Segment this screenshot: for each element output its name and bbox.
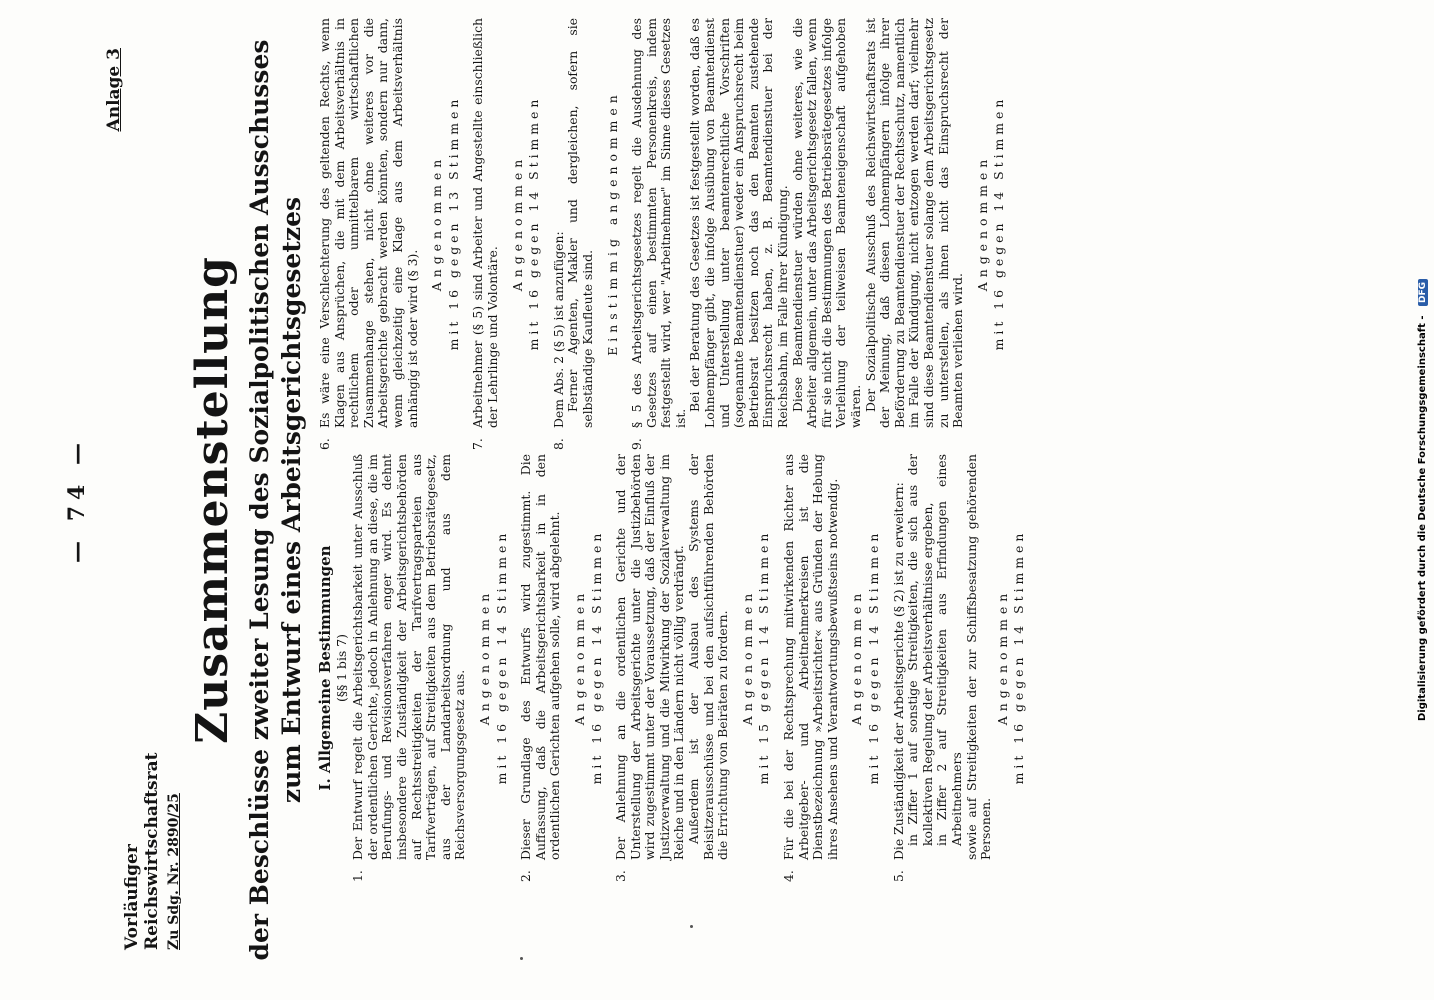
document-subtitle-1: der Beschlüsse zweiter Lesung des Sozialpolitischen Ausschusses <box>245 39 274 961</box>
resolution-item <box>892 454 1027 882</box>
item-text: Dem Abs. 2 (§ 5) ist anzufügen: <box>550 231 566 428</box>
item-text: Diese Beamtendienstuer würden ohne weiteres, wie die Arbeiter allgemein, unter das Arbeitsgerichtsgesetz fallen, wenn für sie nicht die Bestimmungen des Betriebsrätegesetzes infolge Verleihung der teilweisen Beamteneigenschaft aufgehoben wären. <box>789 18 863 428</box>
item-text: Ferner Agenten, Makler und dergleichen, sofern sie selbständige Kaufleute sind. <box>565 18 595 428</box>
item-number: 9. <box>629 438 645 450</box>
resolution-item <box>471 18 541 450</box>
item-number: 1. <box>350 870 366 882</box>
item-text: Der Anlehnung an die ordentlichen Gerichte und der Unterstellung der Arbeitsgerichte unter die Justizbehörden wird zugestimmt unter der Voraussetzung, daß der Einfluß der Justizverwaltung und die Mitwirkung der Sozialverwaltung im Reiche und in den Ländern nicht völlig verdrängt. <box>613 454 687 860</box>
item-subclause: sowie auf Streitigkeiten der zur Schiffsbesatzung gehörenden Personen. <box>963 454 994 860</box>
resolution-item <box>630 18 1007 450</box>
resolution-item <box>614 454 772 882</box>
item-number: 2. <box>518 870 534 882</box>
item-subclause: in Ziffer 2 auf Streitigkeiten aus Erfindungen eines Arbeitnehmers <box>934 454 964 846</box>
vote-result: Angenommen <box>429 154 445 292</box>
resolution-item <box>318 18 461 450</box>
item-number: 8. <box>550 438 566 450</box>
resolution-item <box>552 18 620 450</box>
resolution-item <box>519 454 604 882</box>
vote-count: mit 15 gegen 14 Stimmen <box>756 529 772 785</box>
vote-result: Einstimmig angenommen <box>604 90 620 356</box>
scan-speck <box>690 925 693 928</box>
item-text: § 5 des Arbeitsgerichtsgesetzes regelt die Ausdehnung des Gesetzes auf einen bestimmten Personenkreis, indem festgestellt wird, wer "Arbeitnehmer" im Sinne dieses Gesetzes ist. <box>629 18 688 428</box>
vote-result: Angenommen <box>476 588 492 726</box>
item-number: 3. <box>613 870 629 882</box>
right-column <box>318 18 1017 450</box>
vote-count: mit 16 gegen 14 Stimmen <box>493 529 509 785</box>
vote-result: Angenommen <box>974 154 990 292</box>
item-text: Die Zuständigkeit der Arbeitsgerichte (§ 2) ist zu erweitern: <box>890 482 906 860</box>
reference-number: Zu Sdg. Nr. 2890/25 <box>166 793 182 950</box>
item-text: Der Entwurf regelt die Arbeitsgerichtsbarkeit unter Ausschluß der ordentlichen Gerichte, jedoch in Anlehnung an diese, die im Berufungs- und Revisionsverfahren enger wird. Es dehnt insbesondere die Zuständigkeit der Arbeitsgerichtsbehörden auf Rechtsstreitigkeiten der Tarifvertragsparteien aus Tarifverträgen, auf Streitigkeiten aus dem Betriebsrätegesetz, aus der Landarbeitsordnung und aus dem Reichsversorgungsgesetz aus. <box>350 454 468 860</box>
item-number: 6. <box>317 438 332 450</box>
title-block <box>188 0 308 1000</box>
vote-count: mit 16 gegen 14 Stimmen <box>991 95 1007 351</box>
vote-count: mit 16 gegen 14 Stimmen <box>526 95 542 351</box>
item-number: 7. <box>470 438 486 450</box>
vote-result: Angenommen <box>994 588 1010 726</box>
item-subclause: in Ziffer 1 auf sonstige Streitigkeiten, die sich aus der kollektiven Regelung der Arbeitsverhältnisse ergeben, <box>905 454 935 846</box>
issuer-header <box>122 753 182 950</box>
vote-result: Angenommen <box>509 154 525 292</box>
annex-label: Anlage 3 <box>104 48 124 132</box>
vote-count: mit 16 gegen 13 Stimmen <box>445 95 461 351</box>
vote-result: Angenommen <box>571 588 587 726</box>
dfg-logo: DFG <box>1418 279 1428 306</box>
page-number: — 74 — <box>64 437 90 563</box>
resolution-item <box>782 454 882 882</box>
digitization-credit <box>1417 0 1428 1000</box>
item-text: Bei der Beratung des Gesetzes ist festgestellt worden, daß es Lohnempfänger gibt, die infolge Ausübung von Beamtendienst und Unterstellung unter beamtenrechtliche Vorschriften (sogenannte Beamtendienstuer) weder ein Anspruchsrecht beim Betriebsrat besitzen noch das den Beamten zustehende Einspruchsrecht haben, z. B. Beamtendienstuer bei der Reichsbahn, im Falle ihrer Kündigung. <box>687 18 791 428</box>
item-text: Dieser Grundlage des Entwurfs wird zugestimmt. Die Auffassung, daß die Arbeitsgerichtsbarkeit in in den ordentlichen Gerichten aufgehen solle, wird abgelehnt. <box>518 454 563 860</box>
vote-result: Angenommen <box>849 588 865 726</box>
item-text: Außerdem ist der Ausbau des Systems der Beisitzerausschüsse und bei den aufsichtführenden Behörden die Errichtung von Beiräten zu fordern. <box>686 454 731 860</box>
credit-text: Digitalisierung gefördert durch die Deutsche Forschungsgemeinschaft - <box>1417 315 1428 722</box>
document-subtitle-2: zum Entwurf eines Arbeitsgerichtsgesetzes <box>277 196 306 804</box>
section-heading: I. Allgemeine Bestimmungen <box>316 545 334 791</box>
resolution-item <box>351 454 509 882</box>
item-text: Für die bei der Rechtsprechung mitwirkenden Richter aus Arbeitgeber- und Arbeitnehmerkreisen ist die Dienstbezeichnung »Arbeitsrichter« aus Gründen der Hebung ihres Ansehens und Verantwortungsbewußtseins notwendig. <box>781 454 840 860</box>
item-text: Arbeitnehmer (§ 5) sind Arbeiter und Angestellte einschließlich der Lehrlinge und Volontäre. <box>470 18 500 428</box>
item-number: 5. <box>890 870 906 882</box>
issuer-line-2: Reichswirtschaftsrat <box>142 752 162 950</box>
vote-count: mit 16 gegen 14 Stimmen <box>588 529 604 785</box>
vote-count: mit 16 gegen 14 Stimmen <box>1011 529 1027 785</box>
item-text: Es wäre eine Verschlechterung des geltenden Rechts, wenn Klagen aus Ansprüchen, die mit dem Arbeitsverhältnis in rechtlichem oder unmittelbarem wirtschaftlichen Zusammenhange stehen, nicht ohne weiteres vor die Arbeitsgerichte gebracht werden könnten, sondern nur dann, wenn gleichzeitig eine Klage aus dem Arbeitsverhältnis anhängig ist oder wird (§ 3). <box>317 18 420 428</box>
vote-result: Angenommen <box>739 588 755 726</box>
item-number: 4. <box>781 870 797 882</box>
item-text: Der Sozialpolitische Ausschuß des Reichswirtschaftsrats ist der Meinung, daß diesen Lohnempfängern infolge ihrer Beförderung zu Beamtendienstuer der Rechtsschutz, namentlich im Falle der Kündigung, nicht entzogen werden darf; vielmehr sind diese Beamtendienstuer solange dem Arbeitsgerichtsgesetz zu unterstellen, als ihnen nicht das Einspruchsrecht der Beamten verliehen wird. <box>862 18 966 428</box>
vote-count: mit 16 gegen 14 Stimmen <box>866 529 881 785</box>
document-title: Zusammenstellung <box>187 256 238 744</box>
issuer-line-1: Vorläufiger <box>122 844 142 950</box>
section-paragraph-ref: (§§ 1 bis 7) <box>333 634 349 702</box>
left-column <box>318 454 1037 882</box>
scan-speck <box>520 957 523 960</box>
